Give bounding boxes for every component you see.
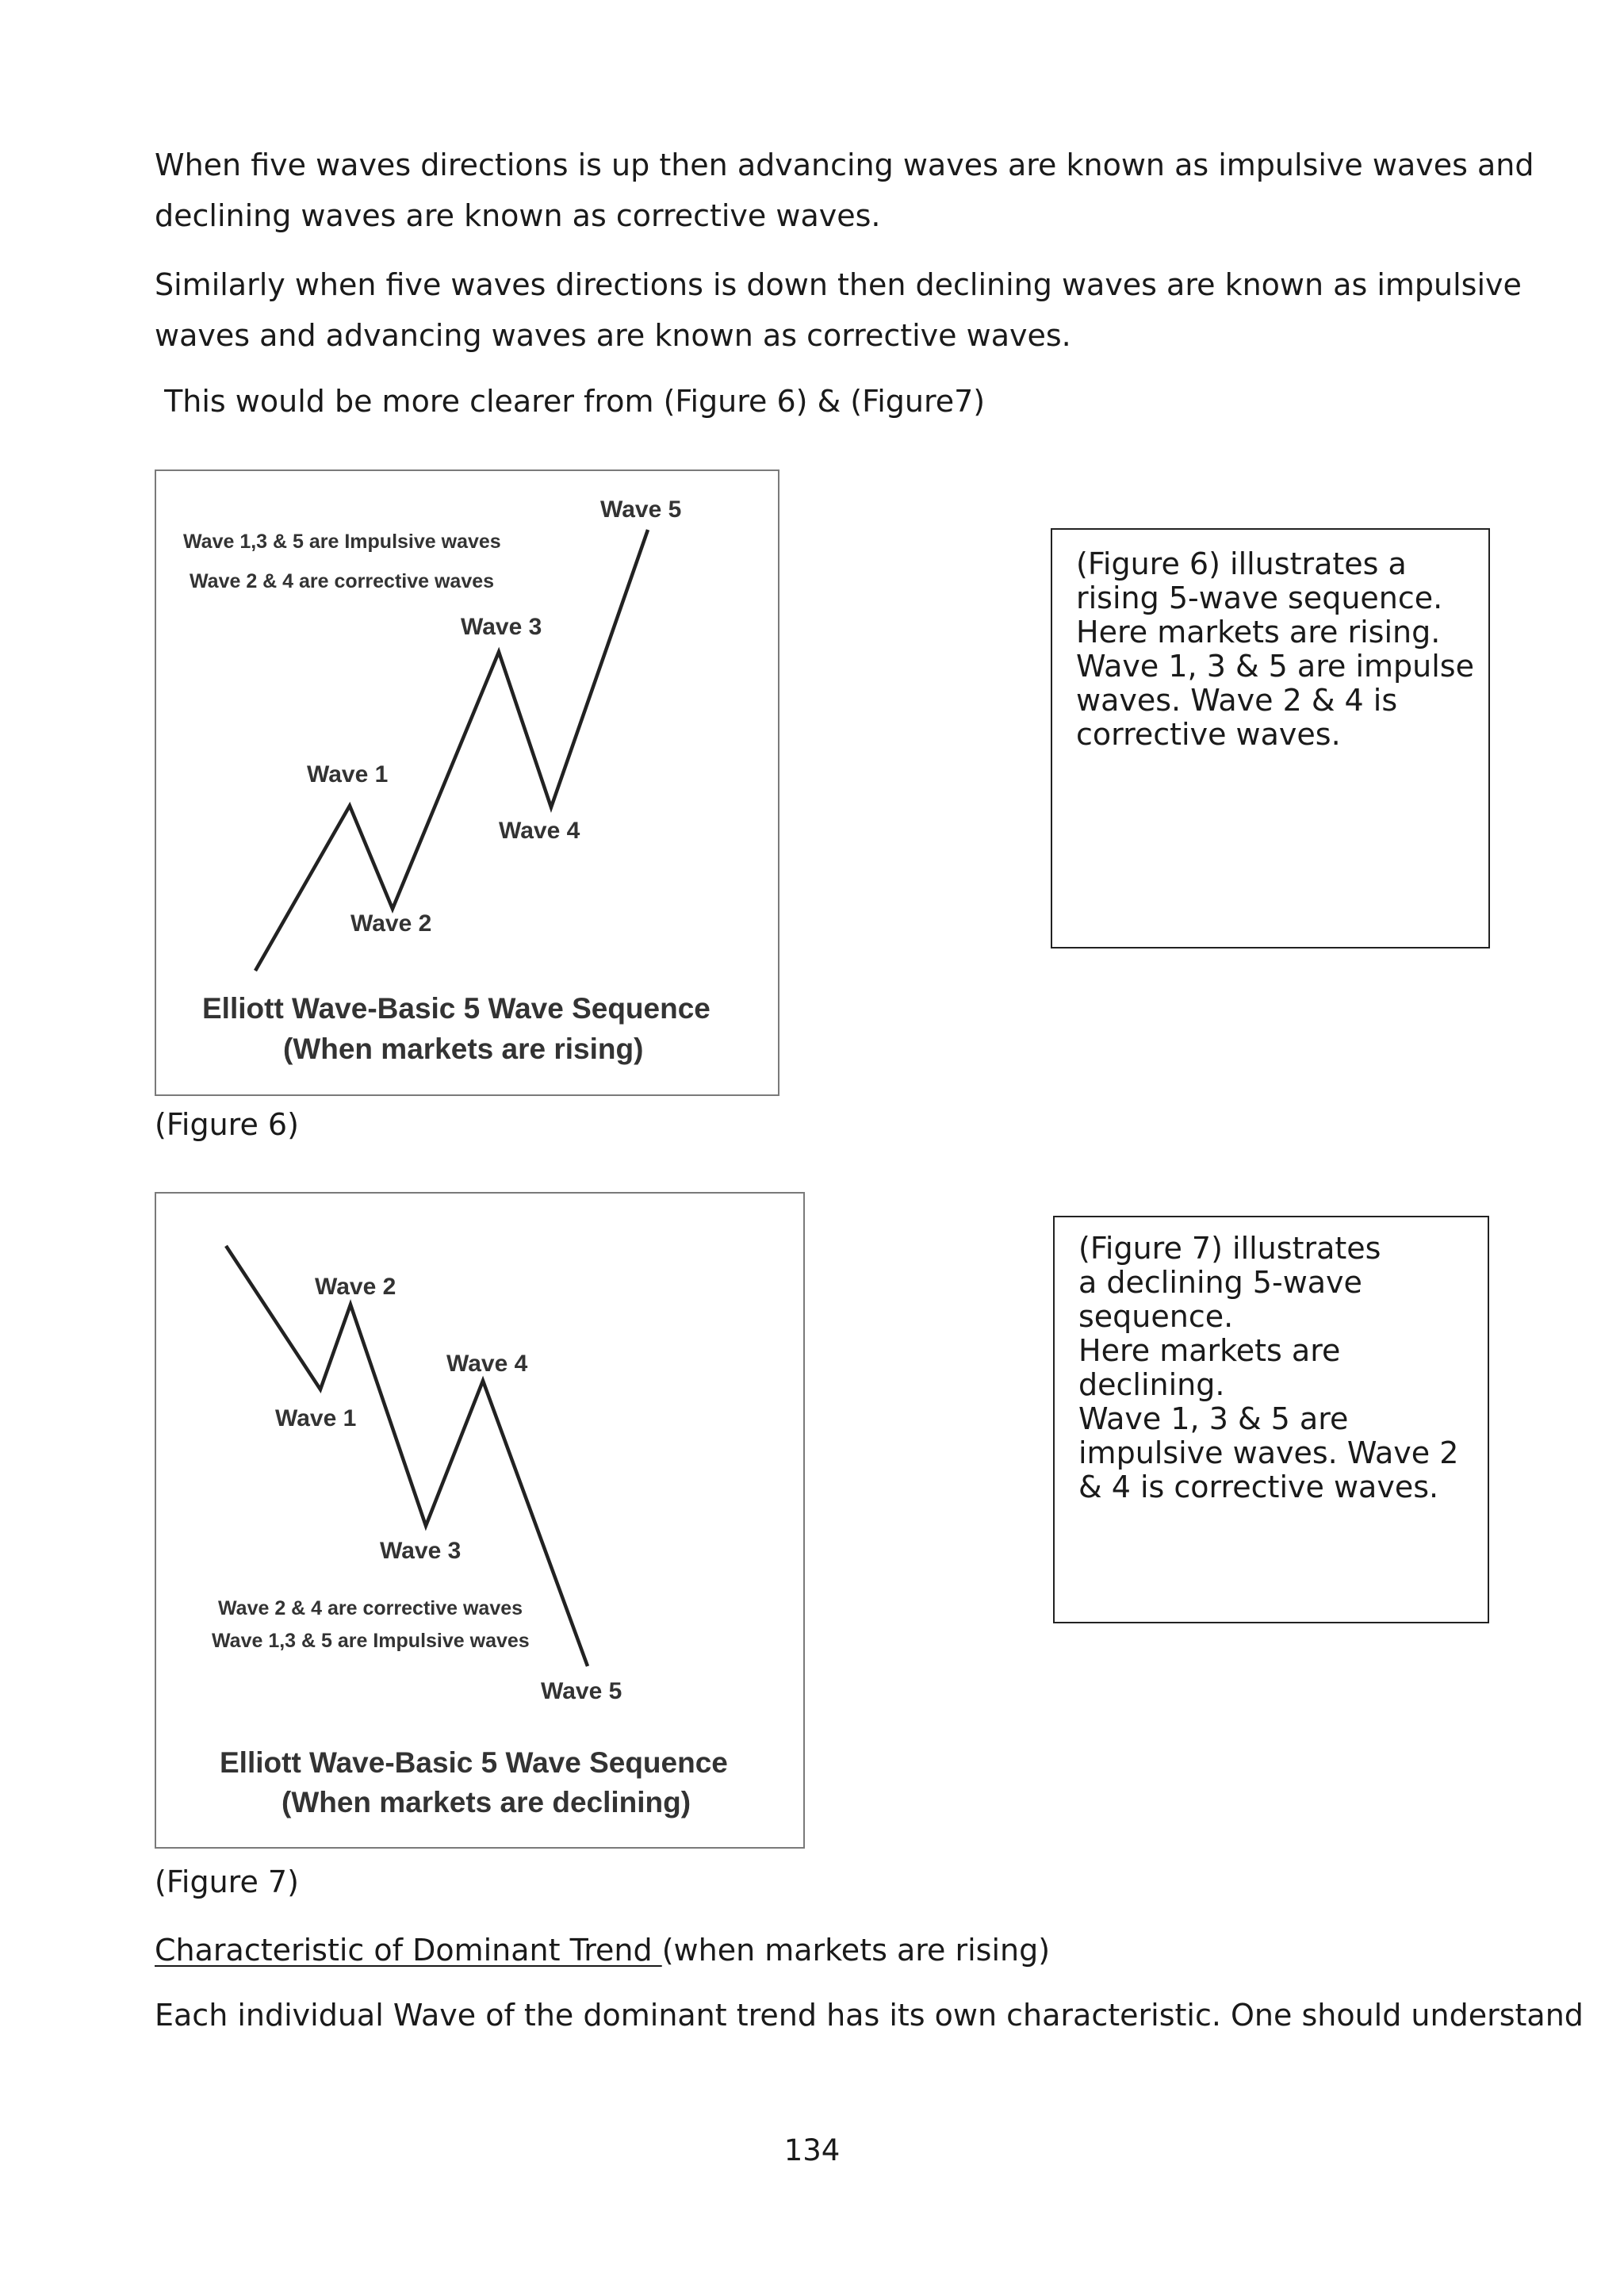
figure-6-image	[155, 469, 779, 1096]
figure-7-title-line-2: (When markets are declining)	[282, 1786, 691, 1818]
figure-7-wave-1-label: Wave 1	[275, 1405, 357, 1431]
figure-6-wave-diagram	[156, 471, 778, 1094]
paragraph-2-line-2: waves and advancing waves are known as corrective waves.	[155, 318, 1071, 353]
figure-6-title-line-1: Elliott Wave-Basic 5 Wave Sequence	[202, 992, 710, 1025]
figure-7-wave-5-label: Wave 5	[541, 1678, 622, 1704]
figure-7-description-line: a declining 5-wave	[1078, 1265, 1362, 1300]
figure-6-wave-line	[255, 530, 648, 971]
section-heading-suffix: (when markets are rising)	[661, 1933, 1051, 1968]
figure-7-title-line-1: Elliott Wave-Basic 5 Wave Sequence	[220, 1746, 728, 1779]
figure-6-description-line: Here markets are rising.	[1076, 615, 1441, 650]
figure-7-wave-3-label: Wave 3	[380, 1538, 462, 1564]
figure-7-note-2: Wave 1,3 & 5 are Impulsive waves	[212, 1630, 530, 1652]
figure-7-description-line: impulsive waves. Wave 2	[1078, 1435, 1459, 1470]
figure-6-wave-2-label: Wave 2	[350, 910, 432, 937]
paragraph-2	[155, 259, 1522, 361]
figure-6-wave-5-label: Wave 5	[600, 496, 682, 523]
figure-6-description-line: (Figure 6) illustrates a	[1076, 546, 1407, 581]
paragraph-1	[155, 140, 1534, 241]
section-heading	[155, 1933, 1050, 1968]
figure-6-description-line: rising 5-wave sequence.	[1076, 581, 1443, 615]
figure-7-note-1: Wave 2 & 4 are corrective waves	[218, 1597, 523, 1619]
figure-7-description-line: & 4 is corrective waves.	[1078, 1470, 1439, 1504]
figure-6-wave-4-label: Wave 4	[499, 818, 580, 844]
figure-7-description-line: declining.	[1078, 1367, 1225, 1402]
figure-7-caption: (Figure 7)	[155, 1864, 299, 1899]
figure-6-description-line: Wave 1, 3 & 5 are impulse	[1076, 649, 1474, 684]
figure-6-wave-1-label: Wave 1	[307, 761, 389, 788]
section-heading-underlined: Characteristic of Dominant Trend	[155, 1933, 662, 1968]
paragraph-1-line-2: declining waves are known as corrective waves.	[155, 198, 881, 233]
section-body-line: Each individual Wave of the dominant trend has its own characteristic. One should understand	[155, 1998, 1584, 2033]
figure-6-note-2: Wave 2 & 4 are corrective waves	[190, 570, 495, 592]
figure-7-description-box	[1053, 1216, 1489, 1623]
section-body	[155, 1990, 1584, 2041]
figure-7-wave-diagram	[156, 1194, 803, 1847]
figure-6-caption: (Figure 6)	[155, 1107, 299, 1142]
figure-7-description-line: (Figure 7) illustrates	[1078, 1231, 1381, 1266]
figure-7-wave-2-label: Wave 2	[315, 1274, 396, 1300]
figure-6-description-line: waves. Wave 2 & 4 is	[1076, 683, 1398, 718]
paragraph-1-line-1: When five waves directions is up then advancing waves are known as impulsive waves and	[155, 148, 1534, 182]
paragraph-3: This would be more clearer from (Figure 6) & (Figure7)	[155, 384, 986, 419]
figure-6-wave-3-label: Wave 3	[461, 614, 542, 640]
figure-7-description-line: Wave 1, 3 & 5 are	[1078, 1401, 1349, 1436]
figure-6-description-box	[1051, 528, 1490, 948]
figure-6-description-line: corrective waves.	[1076, 717, 1341, 752]
figure-7-description-line: Here markets are	[1078, 1333, 1341, 1368]
figure-7-description-line: sequence.	[1078, 1299, 1234, 1334]
figure-6-title-line-2: (When markets are rising)	[283, 1033, 644, 1065]
figure-7-image	[155, 1192, 805, 1849]
figure-6-note-1: Wave 1,3 & 5 are Impulsive waves	[183, 531, 501, 553]
page-number: 134	[783, 2133, 841, 2167]
paragraph-2-line-1: Similarly when five waves directions is down then declining waves are known as impulsive	[155, 267, 1522, 302]
figure-7-wave-4-label: Wave 4	[446, 1351, 528, 1377]
